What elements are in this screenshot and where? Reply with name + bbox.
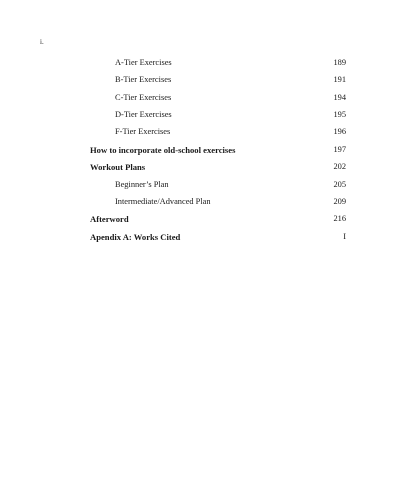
toc-entry-page-number: 191 [333, 75, 346, 84]
toc-entry-afterword[interactable] [0, 213, 400, 225]
toc-entry-label: Intermediate/Advanced Plan [115, 197, 211, 206]
toc-entry-label: C-Tier Exercises [115, 93, 172, 102]
toc-entry-label: F-Tier Exercises [115, 127, 171, 136]
toc-entry-a-tier-exercises[interactable] [0, 57, 400, 69]
toc-entry-label: Afterword [90, 214, 129, 224]
toc-entry-label: Apendix A: Works Cited [90, 232, 181, 242]
toc-entry-label: B-Tier Exercises [115, 75, 172, 84]
toc-entry-d-tier-exercises[interactable] [0, 109, 400, 121]
toc-entry-page-number: 196 [333, 127, 346, 136]
toc-entry-old-school-exercises[interactable] [0, 144, 400, 156]
toc-entry-label: Beginner’s Plan [115, 180, 169, 189]
toc-entry-page-number: 194 [333, 93, 346, 102]
toc-entry-label: Workout Plans [90, 162, 146, 172]
toc-entry-page-number: 195 [333, 110, 346, 119]
toc-entry-intermediate-advanced-plan[interactable] [0, 196, 400, 208]
toc-entry-beginners-plan[interactable] [0, 179, 400, 191]
toc-entry-c-tier-exercises[interactable] [0, 92, 400, 104]
toc-entry-workout-plans[interactable] [0, 161, 400, 173]
toc-entry-page-number: 216 [333, 214, 346, 223]
toc-entry-b-tier-exercises[interactable] [0, 74, 400, 86]
toc-entry-label: How to incorporate old-school exercises [90, 145, 236, 155]
toc-entry-f-tier-exercises[interactable] [0, 126, 400, 138]
toc-entry-appendix-a-works-cited[interactable] [0, 231, 400, 243]
toc-entry-page-number: 209 [333, 197, 346, 206]
toc-entry-page-number: 205 [333, 180, 346, 189]
toc-entry-label: D-Tier Exercises [115, 110, 172, 119]
page-marker: i. [40, 38, 44, 46]
toc-entry-page-number: I [343, 232, 346, 241]
toc-entry-page-number: 189 [333, 58, 346, 67]
toc-entry-page-number: 197 [333, 145, 346, 154]
toc-entry-page-number: 202 [333, 162, 346, 171]
toc-entry-label: A-Tier Exercises [115, 58, 172, 67]
